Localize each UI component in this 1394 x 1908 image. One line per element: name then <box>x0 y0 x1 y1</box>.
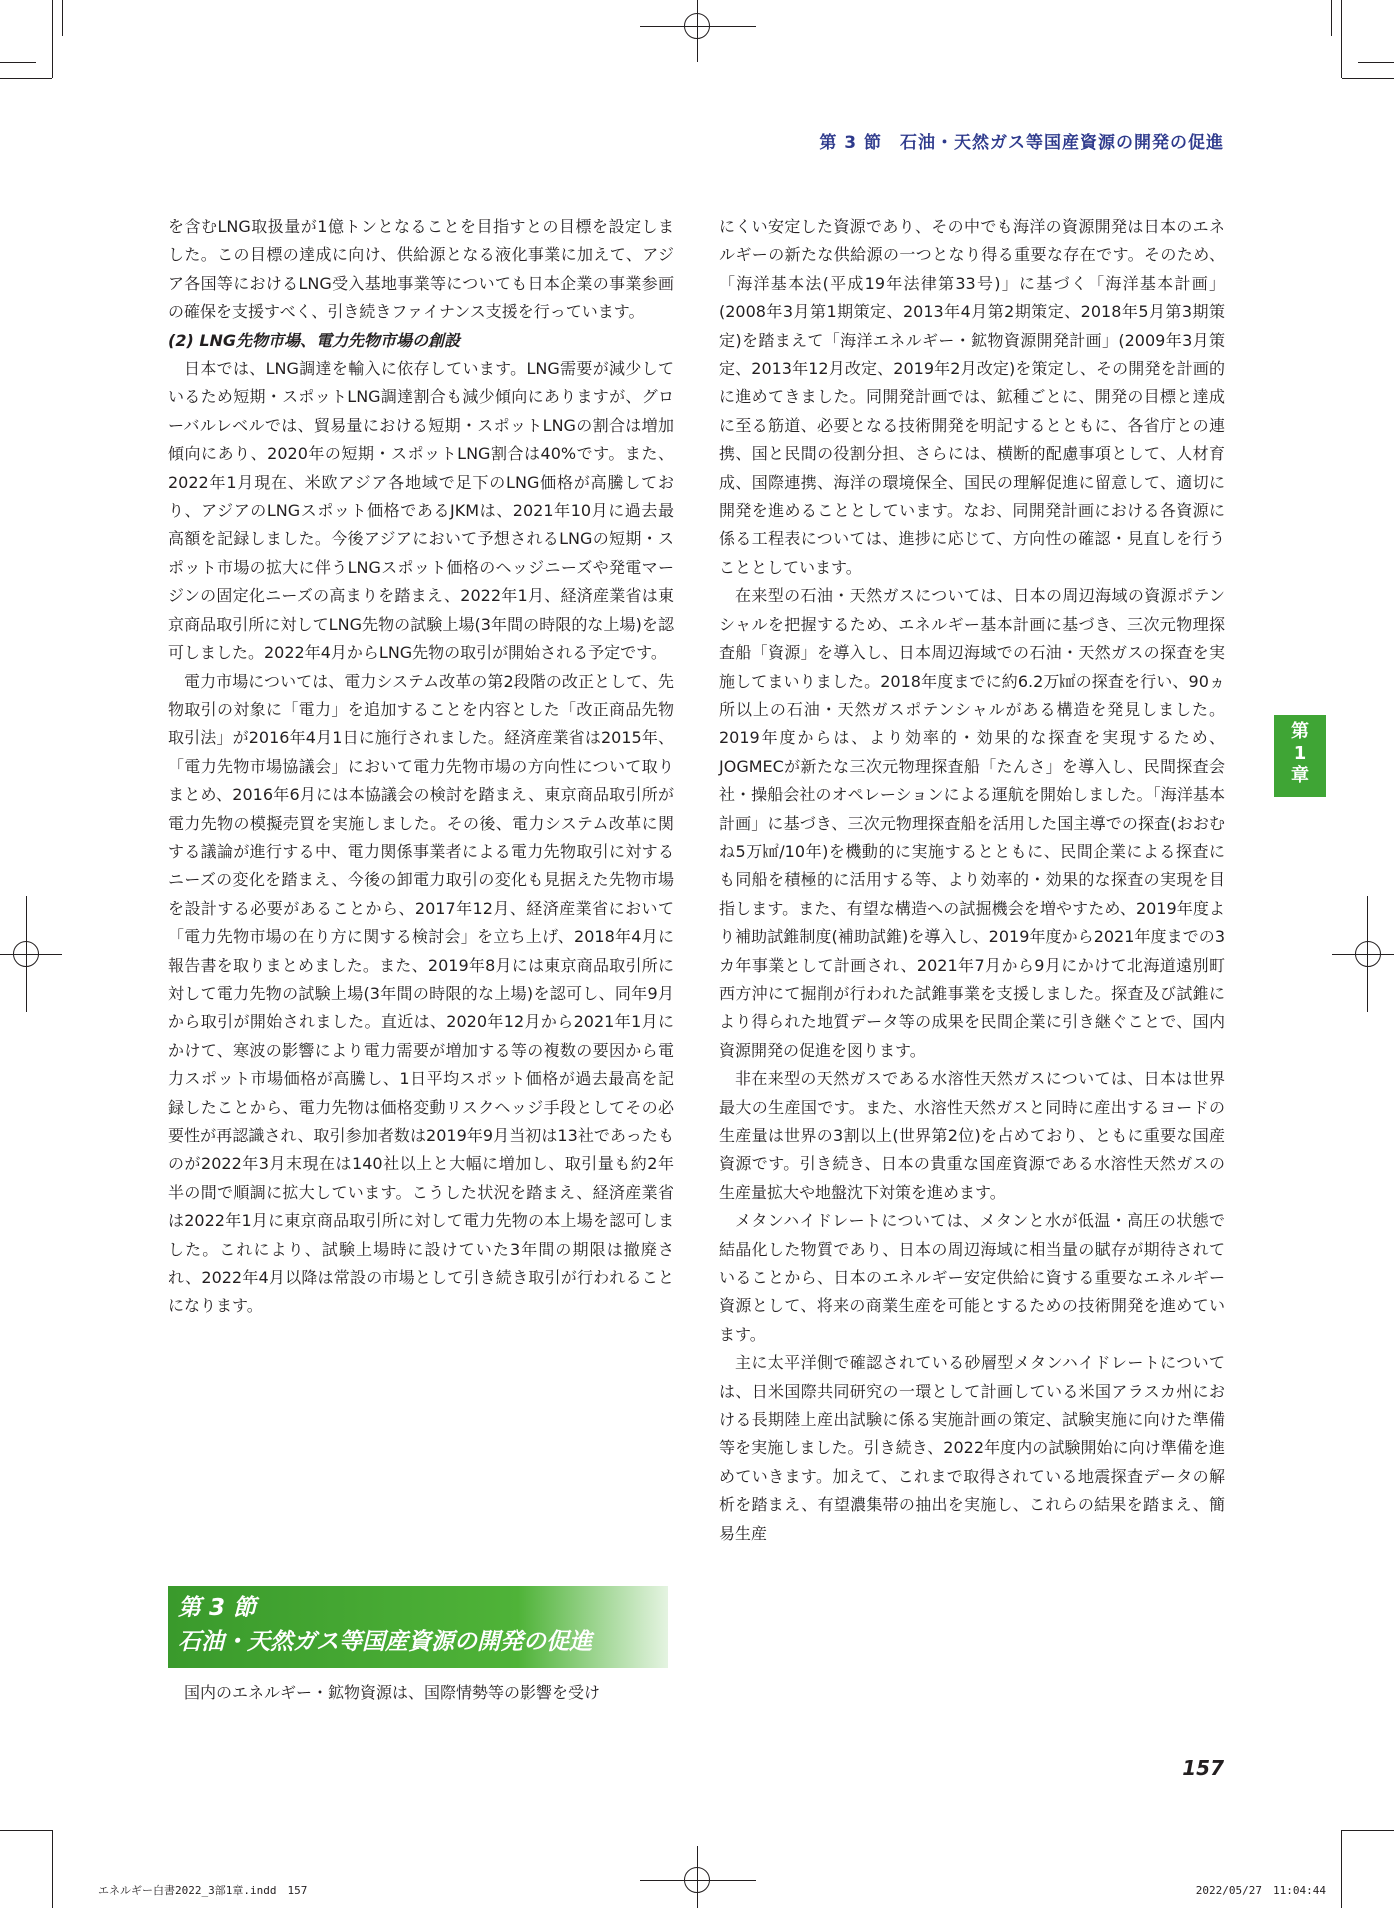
page-number: 157 <box>1182 1756 1224 1780</box>
right-paragraph-2: 在来型の石油・天然ガスについては、日本の周辺海域の資源ポテンシャルを把握するため、エネルギー基本計画に基づき、三次元物理探査船「資源」を導入し、日本周辺海域での石油・天然ガスの探査を実施してまいりました。2018年度までに約6.2万㎢の探査を行い、90ヵ所以上の石油・天然ガスポテンシャルがある構造を発見しました。2019年度からは、より効率的・効果的な探査を実現するため、JOGMECが新たな三次元物理探査船「たんさ」を導入し、民間探査会社・操船会社のオペレーションによる運航を開始しました。「海洋基本計画」に基づき、三次元物理探査船を活用した国主導での探査(おおむね5万㎢/10年)を機動的に実施するとともに、民間企業による探査にも同船を積極的に活用する等、より効率的・効果的な探査の実現を目指します。また、有望な構造への試掘機会を増やすため、2019年度より補助試錐制度(補助試錐)を導入し、2019年度から2021年度までの3カ年事業として計画され、2021年7月から9月にかけて北海道遠別町西方沖にて掘削が行われた試錐事業を支援しました。探査及び試錐により得られた地質データ等の成果を民間企業に引き継ぐことで、国内資源開発の促進を図ります。 <box>719 586 1225 1060</box>
right-paragraph-4: メタンハイドレートについては、メタンと水が低温・高圧の状態で結晶化した物質であり、日本の周辺海域に相当量の賦存が期待されていることから、日本のエネルギー安定供給に資する重要なエネルギー資源として、将来の商業生産を可能とするための技術開発を進めています。 <box>719 1211 1225 1344</box>
left-paragraph-3: 電力市場については、電力システム改革の第2段階の改正として、先物取引の対象に「電力」を追加することを内容とした「改正商品先物取引法」が2016年4月1日に施行されました。経済産業省は2015年、「電力先物市場協議会」において電力先物市場の方向性について取りまとめ、2016年6月には本協議会の検討を踏まえ、東京商品取引所が電力先物の模擬売買を実施しました。その後、電力システム改革に関する議論が進行する中、電力関係事業者による電力先物取引に対するニーズの変化を踏まえ、今後の卸電力取引の変化も見据えた先物市場を設計する必要があることから、2017年12月、経済産業省において「電力先物市場の在り方に関する検討会」を立ち上げ、2018年4月に報告書を取りまとめました。また、2019年8月には東京商品取引所に対して電力先物の試験上場(3年間の時限的な上場)を認可し、同年9月から取引が開始されました。直近は、2020年12月から2021年1月にかけて、寒波の影響により電力需要が増加する等の複数の要因から電力スポット市場価格が高騰し、1日平均スポット価格が過去最高を記録したことから、電力先物は価格変動リスクヘッジ手段としてその必要性が再認識され、取引参加者数は2019年9月当初は13社であったものが2022年3月末現在は140社以上と大幅に増加し、取引量も約2年半の間で順調に拡大しています。こうした状況を踏まえ、経済産業省は2022年1月に東京商品取引所に対して電力先物の本上場を認可しました。これにより、試験上場時に設けていた3年間の期限は撤廃され、2022年4月以降は常設の市場として引き続き取引が行われることになります。 <box>168 671 674 1316</box>
crop-mark-bl-h <box>0 1830 52 1831</box>
crop-mark-br-v <box>1341 1830 1342 1908</box>
registration-left-circle <box>13 941 39 967</box>
slug-timestamp: 2022/05/27 11:04:44 <box>1195 1884 1326 1897</box>
crop-mark-tr-h2 <box>1342 78 1394 79</box>
section-intro-text: 国内のエネルギー・鉱物資源は、国際情勢等の影響を受け <box>184 1683 601 1702</box>
left-column <box>168 213 674 1321</box>
crop-mark-tl-h2 <box>0 78 52 79</box>
right-paragraph-5: 主に太平洋側で確認されている砂層型メタンハイドレートについては、日米国際共同研究の一環として計画している米国アラスカ州における長期陸上産出試験に係る実施計画の策定、試験実施に向けた準備等を実施しました。引き続き、2022年度内の試験開始に向け準備を進めていきます。加えて、これまで取得されている地震探査データの解析を踏まえ、有望濃集帯の抽出を実施し、これらの結果を踏まえ、簡易生産 <box>719 1353 1225 1543</box>
crop-mark-tr-v <box>1331 0 1332 36</box>
chapter-tab-line-3: 章 <box>1291 765 1309 786</box>
subheading-lng-futures: (2) LNG先物市場、電力先物市場の創設 <box>168 330 461 350</box>
registration-bottom-circle <box>684 1867 710 1893</box>
running-head: 第 3 節 石油・天然ガス等国産資源の開発の促進 <box>819 133 1224 153</box>
crop-mark-tl-v2 <box>52 0 53 78</box>
crop-mark-br-h <box>1342 1830 1394 1831</box>
chapter-tab-line-1: 第 <box>1291 721 1309 742</box>
registration-top-circle <box>684 13 710 39</box>
registration-right-circle <box>1355 941 1381 967</box>
right-paragraph-1: にくい安定した資源であり、その中でも海洋の資源開発は日本のエネルギーの新たな供給源の一つとなり得る重要な存在です。そのため、「海洋基本法(平成19年法律第33号)」に基づく「海洋基本計画」(2008年3月第1期策定、2013年4月第2期策定、2018年5月第3期策定)を踏まえて「海洋エネルギー・鉱物資源開発計画」(2009年3月策定、2013年12月改定、2019年2月改定)を策定し、その開発を計画的に進めてきました。同開発計画では、鉱種ごとに、開発の目標と達成に至る筋道、必要となる技術開発を明記するとともに、各省庁との連携、国と民間の役割分担、さらには、横断的配慮事項として、人材育成、国際連携、海洋の環境保全、国民の理解促進に留意して、適切に開発を進めることとしています。なお、同開発計画における各資源に係る工程表については、進捗に応じて、方向性の確認・見直しを行うこととしています。 <box>719 217 1225 577</box>
chapter-tab-line-2: 1 <box>1293 743 1307 764</box>
right-column <box>719 213 1225 1548</box>
crop-mark-tl-h <box>0 62 36 63</box>
left-paragraph-2: 日本では、LNG調達を輸入に依存しています。LNG需要が減少しているため短期・スポットLNG調達割合も減少傾向にありますが、グローバルレベルでは、貿易量における短期・スポットLNGの割合は増加傾向にあり、2020年の短期・スポットLNG割合は40%です。また、2022年1月現在、米欧アジア各地域で足下のLNG価格が高騰しており、アジアのLNGスポット価格であるJKMは、2021年10月に過去最高額を記録しました。今後アジアにおいて予想されるLNGの短期・スポット市場の拡大に伴うLNGスポット価格のヘッジニーズや発電マージンの固定化ニーズの高まりを踏まえ、2022年1月、経済産業省は東京商品取引所に対してLNG先物の試験上場(3年間の時限的な上場)を認可しました。2022年4月からLNG先物の取引が開始される予定です。 <box>168 359 674 663</box>
chapter-tab <box>1274 715 1326 797</box>
right-paragraph-3: 非在来型の天然ガスである水溶性天然ガスについては、日本は世界最大の生産国です。また、水溶性天然ガスと同時に産出するヨードの生産量は世界の3割以上(世界第2位)を占めており、ともに重要な国産資源です。引き続き、日本の貴重な国産資源である水溶性天然ガスの生産量拡大や地盤沈下対策を進めます。 <box>719 1069 1225 1202</box>
section-title: 石油・天然ガス等国産資源の開発の促進 <box>178 1629 592 1655</box>
section-number: 第 3 節 <box>178 1595 257 1621</box>
section-banner <box>168 1586 668 1668</box>
crop-mark-tl-v <box>62 0 63 36</box>
crop-mark-tr-v2 <box>1341 0 1342 78</box>
slug-file-info: エネルギー白書2022_3部1章.indd 157 <box>98 1884 308 1897</box>
left-paragraph-1: を含むLNG取扱量が1億トンとなることを目指すとの目標を設定しました。この目標の達成に向け、供給源となる液化事業に加えて、アジア各国等におけるLNG受入基地事業等についても日本企業の事業参画の確保を支援すべく、引き続きファイナンス支援を行っています。 <box>168 217 674 322</box>
crop-mark-tr-h <box>1358 62 1394 63</box>
crop-mark-bl-v <box>52 1830 53 1908</box>
